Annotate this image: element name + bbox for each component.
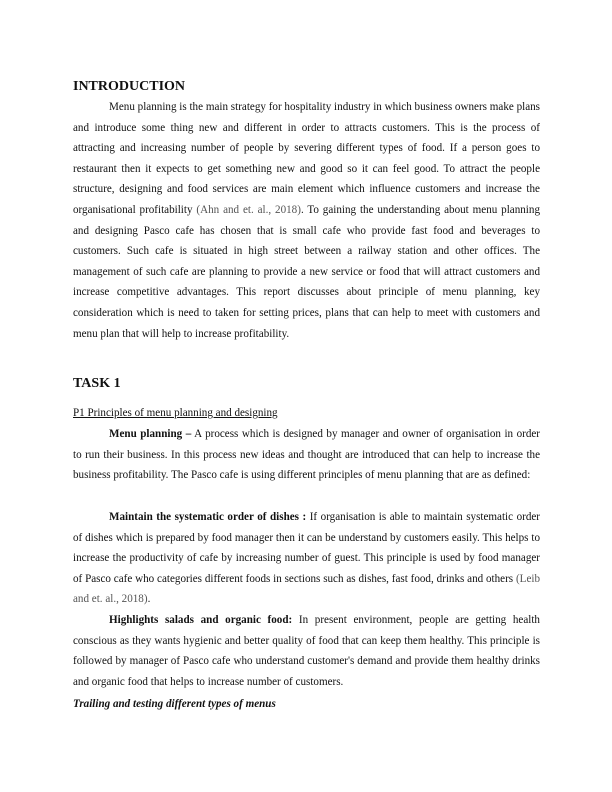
systematic-order-term: Maintain the systematic order of dishes :	[109, 511, 307, 523]
trailing-testing-heading: Trailing and testing different types of menus	[73, 698, 276, 710]
salads-organic-term: Highlights salads and organic food:	[109, 614, 293, 626]
menu-planning-paragraph	[73, 424, 540, 486]
intro-text-a: Menu planning is the main strategy for hospitality industry in which business owners make plans and introduce some thing new and different in order to attracts customers. This is the process of attracting and increasing number of people by severing different types of food. If a person goes to restaurant then it expects to get something new and good so it can feel good. To attract the people structure, designing and food services are main element which influence customers and increase the organisational profitability	[73, 101, 540, 216]
salads-organic-text: In present environment, people are getting health conscious as they wants hygienic and better quality of food that can keep them healthy. This principle is followed by manager of Pasco cafe who understand customer's demand and provide them healthy drinks and organic food that helps to increase number of customers.	[73, 614, 540, 688]
introduction-paragraph	[73, 97, 540, 344]
menu-planning-text: A process which is designed by manager and owner of organisation in order to run their business. In this process new ideas and thought are introduced that can help to increase the business profitability. The Pasco cafe is using different principles of menu planning that are as defined:	[73, 428, 540, 482]
systematic-order-paragraph	[73, 507, 540, 610]
p1-subheading: P1 Principles of menu planning and designing	[73, 407, 278, 419]
systematic-order-citation: (Leib and et. al., 2018)	[73, 572, 540, 606]
intro-text-b: . To gaining the understanding about menu planning and designing Pasco cafe has chosen that is small cafe who provide fast food and beverages to customers. Such cafe is situated in high street between a railway station and other offices. The management of such cafe are planning to provide a new service or food that will attract customers and increase competitive advantages. This report discusses about principle of menu planning, key consideration which is need to taken for setting prices, plans that can help to meet with customers and menu plan that will help to increase profitability.	[73, 203, 540, 340]
menu-planning-term: Menu planning –	[109, 428, 192, 440]
intro-citation: (Ahn and et. al., 2018)	[196, 203, 301, 216]
salads-organic-paragraph	[73, 610, 540, 692]
systematic-order-end: .	[147, 593, 151, 606]
introduction-heading: INTRODUCTION	[73, 79, 186, 94]
systematic-order-text: If organisation is able to maintain systematic order of dishes which is prepared by food manager then it can be understand by customers easily. This helps to increase the productivity of cafe by increasing number of guest. This principle is used by food manager of Pasco cafe who categories different foods in sections such as dishes, fast food, drinks and others	[73, 511, 540, 585]
task1-heading: TASK 1	[73, 376, 121, 391]
